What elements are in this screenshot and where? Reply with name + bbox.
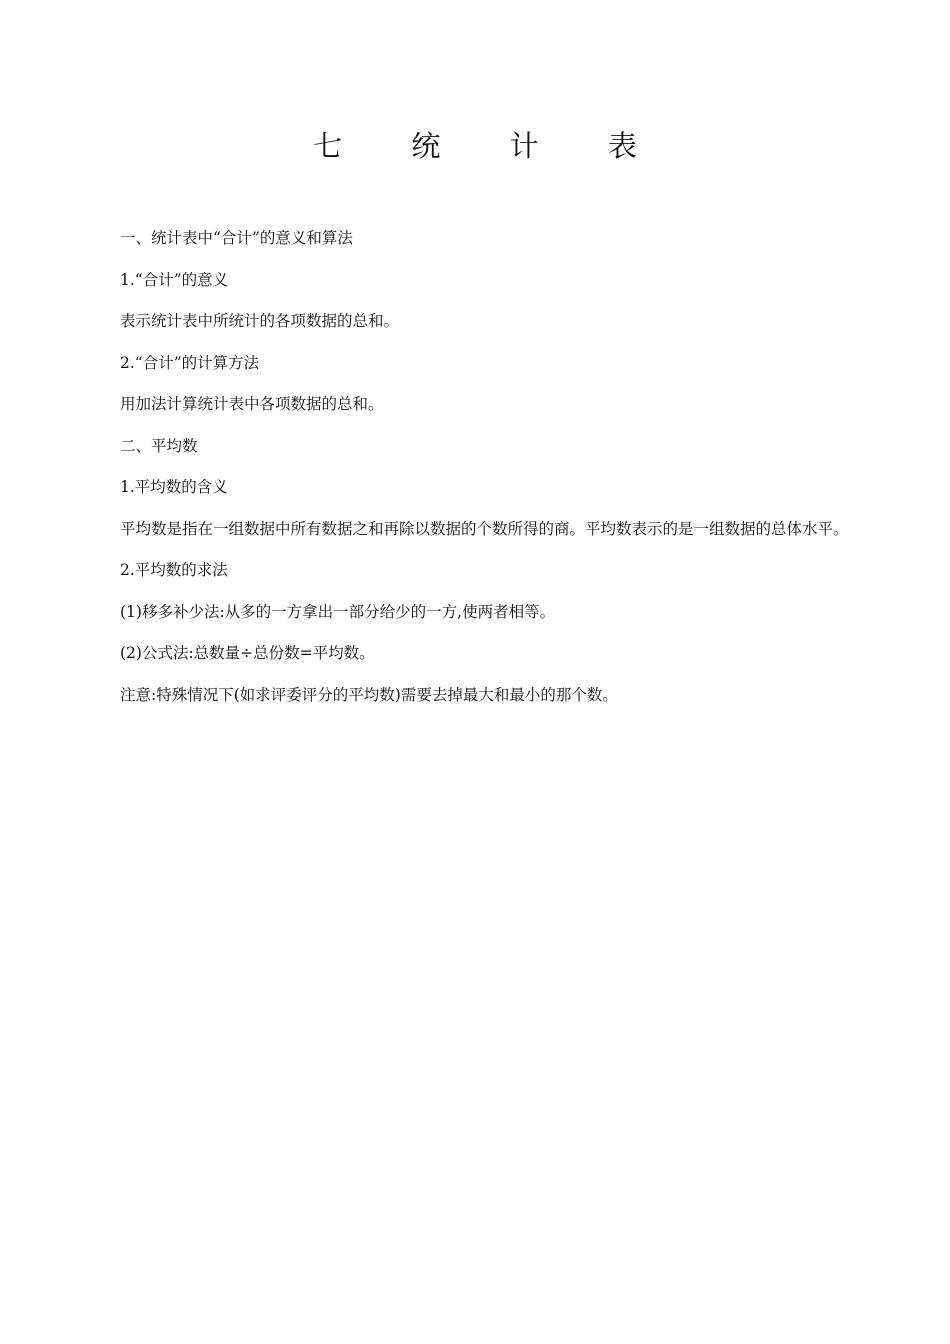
section-2-2-heading: 2.平均数的求法: [120, 561, 228, 579]
section-1-1-text: 表示统计表中所统计的各项数据的总和。: [120, 312, 400, 330]
section-1-2-text: 用加法计算统计表中各项数据的总和。: [120, 395, 384, 413]
section-2-2-item-2: (2)公式法:总数量÷总份数=平均数。: [120, 644, 375, 662]
section-2-heading: 二、平均数: [120, 436, 198, 455]
section-1-heading: 一、统计表中“合计”的意义和算法: [120, 229, 353, 247]
section-2-1-heading: 1.平均数的含义: [120, 478, 228, 496]
section-1-1-heading: 1.“合计”的意义: [120, 270, 229, 289]
document-body: [88, 218, 860, 716]
section-1-2-heading: 2.“合计”的计算方法: [120, 353, 260, 372]
note-text: 注意:特殊情况下(如求评委评分的平均数)需要去掉最大和最小的那个数。: [120, 685, 618, 704]
section-2-1-text: 平均数是指在一组数据中所有数据之和再除以数据的个数所得的商。平均数表示的是一组数据的总体水平。: [120, 519, 849, 538]
section-2-2-item-1: (1)移多补少法:从多的一方拿出一部分给少的一方,使两者相等。: [120, 602, 556, 621]
page-title: 七 统 计 表: [313, 129, 667, 163]
